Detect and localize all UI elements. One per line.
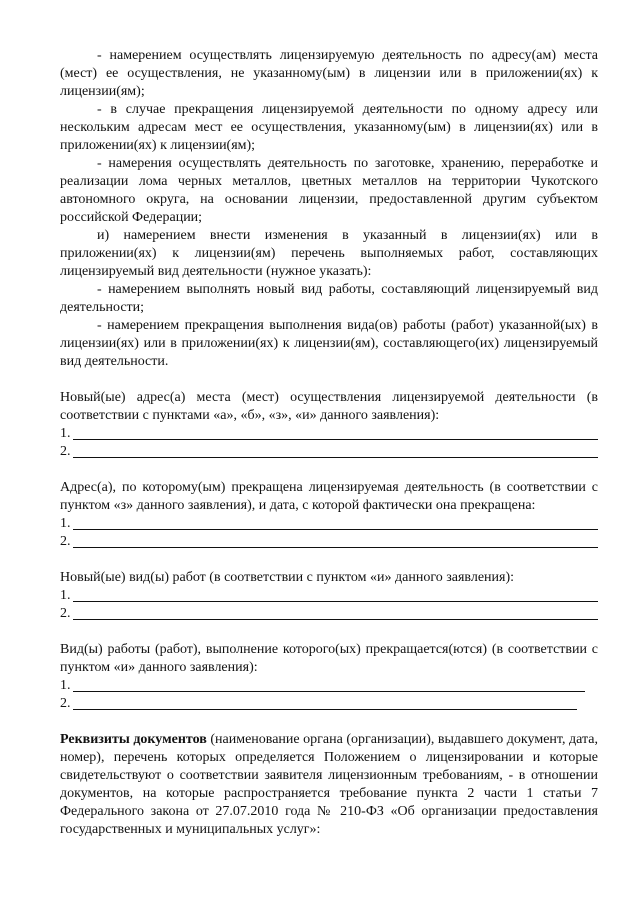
stopped-address-section <box>60 479 598 551</box>
new-work-line-2[interactable] <box>60 605 598 623</box>
fill-line[interactable] <box>73 677 585 692</box>
paragraph-new-work: - намерением выполнять новый вид работы, составляющий лицензируемый вид деятельности; <box>60 282 598 315</box>
new-work-label: Новый(ые) вид(ы) работ (в соответствии с пунктом «и» данного заявления): <box>60 570 515 585</box>
line-number: 2. <box>60 696 71 711</box>
new-address-section <box>60 389 598 461</box>
fill-line[interactable] <box>73 443 599 458</box>
fill-line[interactable] <box>73 425 599 440</box>
fill-line[interactable] <box>73 605 599 620</box>
line-number: 2. <box>60 444 71 459</box>
fill-line[interactable] <box>73 515 599 530</box>
line-number: 1. <box>60 426 71 441</box>
new-address-line-1[interactable] <box>60 425 598 443</box>
new-work-line-1[interactable] <box>60 587 598 605</box>
line-number: 1. <box>60 516 71 531</box>
spacer <box>60 461 598 479</box>
line-number: 2. <box>60 606 71 621</box>
spacer <box>60 371 598 389</box>
fill-line[interactable] <box>73 695 577 710</box>
spacer <box>60 551 598 569</box>
stopped-work-label: Вид(ы) работы (работ), выполнение которого(ых) прекращается(ются) (в соответствии с пунктом «и» данного заявления): <box>60 642 598 675</box>
stopped-work-line-2[interactable] <box>60 695 598 713</box>
stopped-address-label: Адрес(а), по которому(ым) прекращена лицензируемая деятельность (в соответствии с пунктом «з» данного заявления), и дата, с которой фактически она прекращена: <box>60 480 598 513</box>
list-block <box>60 47 598 371</box>
line-number: 2. <box>60 534 71 549</box>
new-address-line-2[interactable] <box>60 443 598 461</box>
stopped-address-line-1[interactable] <box>60 515 598 533</box>
paragraph-address-not-in-license: - намерением осуществлять лицензируемую деятельность по адресу(ам) места (мест) ее осуществления, не указанному(ым) в лицензии или в приложении(ях) к лицензии(ям); <box>60 48 598 99</box>
line-number: 1. <box>60 588 71 603</box>
spacer <box>60 713 598 731</box>
line-number: 1. <box>60 678 71 693</box>
fill-line[interactable] <box>73 533 599 548</box>
stopped-address-line-2[interactable] <box>60 533 598 551</box>
paragraph-item-i: и) намерением внести изменения в указанный в лицензии(ях) или в приложении(ях) к лицензии(ям) перечень выполняемых работ, составляющих лицензируемый вид деятельности (нужное указать): <box>60 228 598 279</box>
requisites-paragraph <box>60 731 598 839</box>
requisites-section <box>60 731 598 839</box>
requisites-text: (наименование органа (организации), выдавшего документ, дата, номер), перечень которых определяется Положением о лицензировании и которые свидетельствуют о соответствии заявителя лицензионным требованиям, - в отношении документов, на которые распространяется требование пункта 2 части 1 статьи 7 Федерального закона от 27.07.2010 года № 210-ФЗ «Об организации предоставления государственных и муниципальных услуг»: <box>60 732 598 837</box>
spacer <box>60 623 598 641</box>
stopped-work-line-1[interactable] <box>60 677 598 695</box>
requisites-heading: Реквизиты документов <box>60 732 207 747</box>
new-address-label: Новый(ые) адрес(а) места (мест) осуществления лицензируемой деятельности (в соответствии с пунктами «а», «б», «з», «и» данного заявления): <box>60 390 598 423</box>
stopped-work-section <box>60 641 598 713</box>
paragraph-stopped-address: - в случае прекращения лицензируемой деятельности по одному адресу или нескольким адресам мест ее осуществления, указанному(ым) в лицензии(ях) или в приложении(ях) к лицензии(ям); <box>60 102 598 153</box>
paragraph-stop-work: - намерением прекращения выполнения вида(ов) работы (работ) указанной(ых) в лицензии(ях) или в приложении(ях) к лицензии(ям), составляющего(их) лицензируемый вид деятельности. <box>60 318 598 369</box>
fill-line[interactable] <box>73 587 599 602</box>
new-work-section <box>60 569 598 623</box>
paragraph-scrap-metal: - намерения осуществлять деятельность по заготовке, хранению, переработке и реализации лома черных металлов, цветных металлов на территории Чукотского автономного округа, на основании лицензии, предоставленной другим субъектом российской Федерации; <box>60 156 598 225</box>
